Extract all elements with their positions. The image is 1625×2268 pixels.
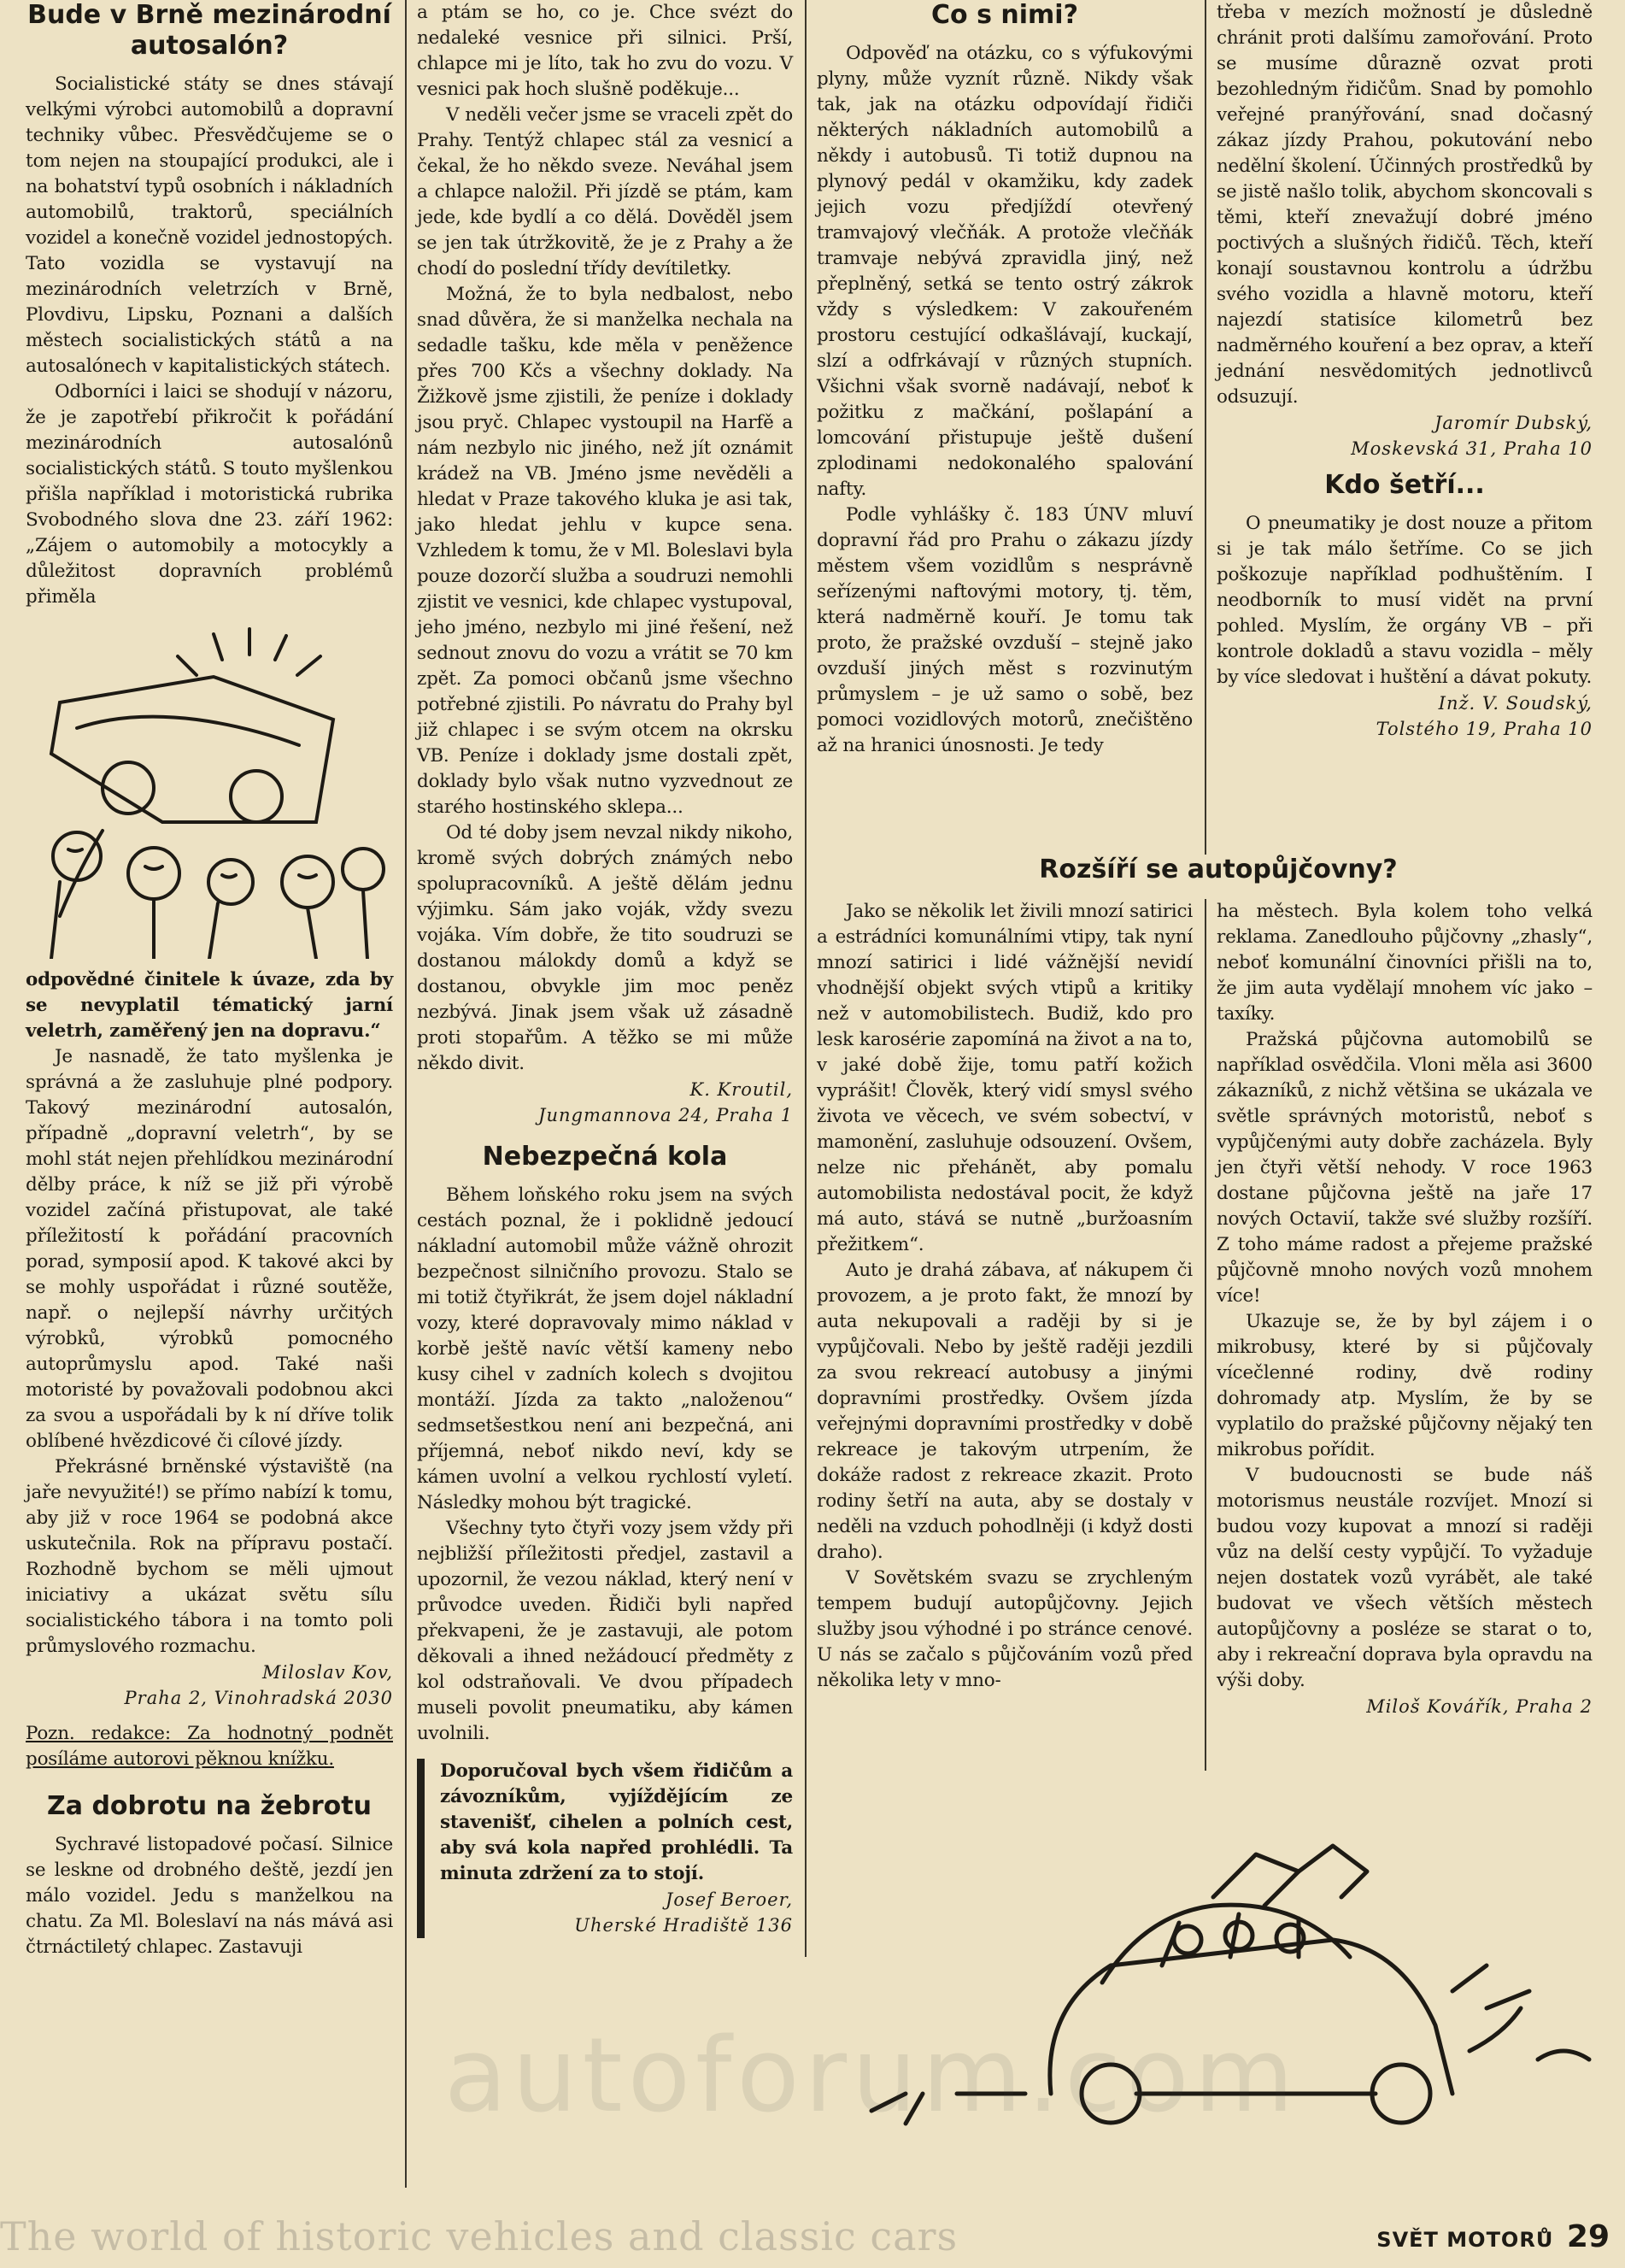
paragraph: V Sovětském svazu se zrychleným tempem budují autopůjčovny. Jejich služby jsou výhodné i po stránce cenové. U nás se začalo s půjčováním vozů před několika lety v mno- [817, 1567, 1193, 1691]
paragraph: Ukazuje se, že by byl zájem i o mikrobusy, které by si půjčovaly vícečlenné rodiny, dvě rodiny dohromady atp. Myslím, že by se vyplatilo do pražské půjčovny nějaký ten mikrobus pořídit. [1217, 1311, 1593, 1460]
paragraph: odpovědné činitele k úvaze, zda by se nevyplatil tématický jarní veletrh, zaměřený jen na dopravu.“ [26, 969, 393, 1042]
paragraph: Odpověď na otázku, co s výfukovými plyny, může vyznít různě. Nikdy však tak, jak na otázku odpovídají řidiči některých nákladních automobilů a někdy i autobusů. Ti totiž dupnou na plynový pedál v okamžiku, kdy zadek jejich vozu předjíždí otevřený tramvajový vlečňák. A protože vlečňák tramvaje nebývá zpravidla jiný, než přeplněný, setká se tento ostrý zákrok vždy s výsledkem: V zakouřeném prostoru cestující odkašlávají, kuckají, slzí a odfrkávají v různých stupních. Všichni však svorně nadávají, neboť k požitku z mačkání, pošlapání a lomcování přistupuje ještě dušení zplodinami nedokonalého spalování nafty. [817, 43, 1193, 500]
column-rule [805, 0, 807, 1957]
headline-autopujcovny: Rozšíří se autopůjčovny? [1039, 855, 1398, 884]
paragraph: O pneumatiky je dost nouze a přitom si je tak málo šetříme. Co se jich poškozuje například podhuštěním. I neodborník to musí vidět na první pohled. Myslím, že orgány VB – při kontrole dokladů a stavu vozidla – měly by více sledovat i huštění a dávat pokuty. [1217, 513, 1593, 688]
paragraph: Jako se několik let živili mnozí satirici a estrádníci komunálními vtipy, tak nyní mnozí satirici i lidé vážnější nevidí vhodnější objekt svých vtipů a kritiky než v automobilistech. Budiž, kdo pro lesk karosérie zapomíná na život a na to, v jaké době žije, tomu patří kožich vyprášit! Člověk, který vidí smysl svého života ve věcech, ve svém sobectví, v mamonění, zasluhuje odsouzení. Ovšem, nelze nic přehánět, aby pomalu automobilista nedostával pocit, že když má auto, stává se nutně „buržoasním přežitkem“. [817, 901, 1193, 1255]
column-3 [817, 0, 1193, 759]
paragraph: Překrásné brněnské výstaviště (na jaře nevyužité!) se přímo nabízí k tomu, aby již v roce 1964 se podobná akce uskutečnila. Rok na přípravu postačí. Rozhodně bychom se měli ujmout iniciativy a ukázat světu sílu socialistického tábora i na tomto poli průmyslového rozmachu. [26, 1456, 393, 1657]
headline-za-dobrotu: Za dobrotu na žebrotu [47, 1791, 372, 1821]
paragraph: Během loňského roku jsem na svých cestách poznal, že i poklidně jedoucí nákladní automobil může vážně ohrozit bezpečnost silničního provozu. Stalo se mi totiž čtyřikrát, že jsem dojel nákladní vozy, které dopravovaly mimo náklad v korbě ještě navíc větší kameny nebo kusy cihel v zadních kolech s dvojitou montáží. Jízda za takto „naloženou“ sedmsetšestkou není ani bezpečná, ani příjemná, neboť nikdo neví, kdy se kámen uvolní a velkou rychlostí vyletí. Následky mohou být tragické. [417, 1184, 793, 1513]
headline-co-s-nimi: Co s nimi? [931, 0, 1078, 30]
watermark-caption: The world of historic vehicles and classic cars [0, 2213, 959, 2259]
author-name: K. Kroutil, [689, 1079, 793, 1100]
paragraph: Možná, že to byla nedbalost, nebo snad důvěra, že si manželka nechala na sedadle tašku, kde měla v peněžence přes 700 Kčs a všechny doklady. Na Žižkově jsme zjistili, že peníze i doklady jsou pryč. Chlapec vystoupil na Harfě a nám nezbylo nic jiného, než jít oznámit krádež na VB. Jméno jsme nevěděli a hledat v Praze takového kluka je asi tak, jako hledat jehlu v kupce sena. Vzhledem k tomu, že v Ml. Boleslavi byla pouze dozorčí služba a soudruzi nemohli zjistit ve vesnici, kde chlapec vystupoval, jeho jméno, nezbylo mi jiné řešení, než sednout znovu do vozu a vrátit se 70 km zpět. Za pomoci občanů jsme všechno potřebné zjistili. Po návratu do Prahy byl již chlapec i se svým otcem na okrsku VB. Peníze i doklady jsme dostali zpět, doklady bylo však nutno vyzvednout ze starého hostinského sklepa... [417, 284, 793, 818]
headline-kdo-setri: Kdo šetří... [1324, 470, 1485, 500]
author-address: Uherské Hradiště 136 [574, 1915, 793, 1936]
paragraph: Je nasnadě, že tato myšlenka je správná a že zasluhuje plné podpory. Takový mezinárodní autosalón, případně „dopravní veletrh“, by se mohl stát nejen přehlídkou mezinárodní dělby práce, k níž se již při výrobě vozidel začíná přistupovat, ale také příležitostí k pořádání pracovních porad, symposií apod. K takové akci by se mohly uspořádat i různé soutěže, např. o nejlepší návrhy určitých výrobků, výrobků pomocného autoprůmyslu apod. Také naši motoristé by považovali podobnou akci za svou a uspořádali by k ní dříve tolik oblíbené hvězdicové či cílové jízdy. [26, 1046, 393, 1452]
cartoon-illustration-crowd [26, 626, 393, 959]
paragraph: Odborníci i laici se shodují v názoru, že je zapotřebí přikročit k pořádání mezinárodních autosalónů socialistických států. S touto myšlenkou přišla například i motoristická rubrika Svobodného slova dne 23. září 1962: „Zájem o automobily a motocykly a důležitost dopravních problémů přiměla [26, 381, 393, 608]
author-signature: Miloš Kovářík, Praha 2 [1366, 1696, 1593, 1717]
paragraph: Od té doby jsem nevzal nikdy nikoho, kromě svých dobrých známých nebo spolupracovníků. A ještě dělám jednu výjimku. Sám jako voják, vždy svezu vojáka. Vím dobře, že tito soudruzi se dostanou málokdy domů a když se dostanou, obvykle jim moc peněz nezbývá. Jinak jsem však už zásadně proti stopařům. A těžko se mi může někdo divit. [417, 822, 793, 1074]
paragraph: Všechny tyto čtyři vozy jsem vždy při nejbližší příležitosti předjel, zastavil a upozornil, že vezou náklad, který není v průvodce uveden. Řidiči byli napřed překvapeni, že je zastavuji, ale potom děkovali a ihned nežádoucí předměty z kol odstraňovali. Ve dvou případech museli povolit pneumatiku, aby kámen uvolnili. [417, 1518, 793, 1744]
author-name: Josef Beroer, [665, 1889, 793, 1910]
author-address: Moskevská 31, Praha 10 [1351, 438, 1593, 459]
watermark-logo: autoforum.com [444, 2017, 1299, 2136]
column-rule [1205, 899, 1206, 1771]
column-rule [405, 0, 407, 2188]
headline-nebezpecna-kola: Nebezpečná kola [482, 1142, 728, 1172]
paragraph: Auto je drahá zábava, ať nákupem či provozem, a je proto fakt, že mnozí by auta nekupovali a raději by si je vypůjčovali. Nebo by ještě raději jezdili za svou rekreací autobusy a jinými dopravními prostředky. Ovšem jízda veřejnými dopravními prostředky v době rekreace je takovým utrpením, že dokáže radost z rekreace zkazit. Proto rodiny šetří na auta, aby se dostaly v neděli na vzduch pohodlněji (i když dosti draho). [817, 1260, 1193, 1563]
editor-note: Pozn. redakce: Za hodnotný podnět posíláme autorovi pěknou knížku. [26, 1723, 393, 1770]
highlight-box [417, 1759, 793, 1938]
magazine-name: SVĚT MOTORŮ [1376, 2228, 1554, 2252]
author-name: Jaromír Dubský, [1434, 413, 1593, 433]
paragraph: Podle vyhlášky č. 183 ÚNV mluví dopravní řád pro Prahu o zákazu jízdy městem všem vozidlům s nesprávně seřízenými naftovými motory, tj. těm, která nadměrně kouří. Je tomu tak proto, že pražské ovzduší – stejně jako ovzduší jiných měst s rozvinutým průmyslem – je už samo o sobě, bez pomoci vozidlových motorů, znečištěno až na hranici únosnosti. Je tedy [817, 504, 1193, 756]
author-address: Jungmannova 24, Praha 1 [538, 1105, 793, 1125]
paragraph: Sychravé listopadové počasí. Silnice se leskne od drobného deště, jezdí jen málo vozidel. Jedu s manželkou na chatu. Za Ml. Boleslaví na nás mává asi čtrnáctiletý chlapec. Zastavuji [26, 1834, 393, 1958]
paragraph: třeba v mezích možností je důsledně chránit proti dalšímu zamořování. Proto se musíme důrazně ozvat proti bezohledným řidičům. Snad by pomohlo veřejné pranýřování, snad dočasný zákaz jízdy Prahou, pokutování nebo nedělní školení. Účinných prostředků by se jistě našlo tolik, abychom skoncovali s těmi, kteří znevažují dobré jméno poctivých a slušných řidičů. Těch, kteří konají soustavnou kontrolu a údržbu svého vozidla a hlavně motoru, kteří najezdí statisíce kilometrů bez nadměrného kouření a bez oprav, a kteří jednání nesvědomitých jednotlivců odsuzují. [1217, 2, 1593, 408]
column-2 [417, 0, 793, 1938]
paragraph: ha městech. Byla kolem toho velká reklama. Zanedlouho půjčovny „zhasly“, neboť komunální činovníci přišli na to, že jim auta vydělají mnohem víc jako – taxíky. [1217, 901, 1593, 1025]
headline-autosalon: Bude v Brně mezinárodní autosalón? [27, 0, 391, 61]
paragraph: V budoucnosti se bude náš motorismus neustále rozvíjet. Mnozí si budou vozy kupovat a mnozí si raději vůz na delší cesty vypůjčí. To vyžaduje nejen dostatek vozů vyrábět, ale také budovat ve všech větších městech autopůjčovny a posléze se starat o to, aby i rekreační doprava byla opravdu na výši doby. [1217, 1465, 1593, 1691]
author-name: Miloslav Kov, [262, 1662, 393, 1683]
paragraph: a ptám se ho, co je. Chce svézt do nedaleké vesnice při silnici. Prší, chlapce mi je líto, tak ho zvu do vozu. V vesnici pak hoch slušně poděkuje... [417, 2, 793, 100]
author-address: Praha 2, Vinohradská 2030 [124, 1688, 393, 1708]
highlight-text: Doporučoval bych všem řidičům a závozníkům, vyjíždějícím ze stavenišť, cihelen a polních cest, aby svá kola napřed prohlédli. Ta minuta zdržení za to stojí. [440, 1760, 793, 1884]
column-5 [817, 899, 1193, 1694]
column-4 [1217, 0, 1593, 742]
paragraph: Socialistické státy se dnes stávají velkými výrobci automobilů a dopravní techniky vůbec. Přesvědčujeme se o tom nejen na stoupající produkci, ale i na bohatství typů osobních i nákladních automobilů, traktorů, speciálních vozidel a konečně vozidel jednostopých. Tato vozidla se vystavují na mezinárodních veletrzích v Brně, Plovdivu, Lipsku, Poznani a dalších městech socialistických států a na autosalónech v kapitalistických státech. [26, 73, 393, 377]
author-name: Inž. V. Soudský, [1438, 693, 1593, 714]
paragraph: V neděli večer jsme se vraceli zpět do Prahy. Tentýž chlapec stál za vesnicí a čekal, že ho někdo sveze. Neváhal jsem a chlapce naložil. Při jízdě se ptám, kam jede, kde bydlí a co dělá. Dověděl jsem se jen tak útržkovitě, že je z Prahy a že chodí do poslední třídy devítiletky. [417, 104, 793, 279]
column-1 [26, 0, 393, 1960]
column-6 [1217, 899, 1593, 1719]
author-address: Tolstého 19, Praha 10 [1376, 719, 1593, 739]
article-autopujcovny [817, 855, 1620, 896]
paragraph: Pražská půjčovna automobilů se například osvědčila. Vloni měla asi 3600 zákazníků, z nichž většina se ukázala ve světle správných motoristů, neboť s vypůjčenými auty dobře zacházela. Byly jen čtyři větší nehody. V roce 1963 dostane půjčovna ještě na jaře 17 nových Octavií, takže své služby rozšíří. Z toho máme radost a přejeme pražské půjčovně mnoho nových vozů mnohem více! [1217, 1029, 1593, 1307]
page-folio [1376, 2219, 1610, 2254]
page-number: 29 [1566, 2219, 1610, 2254]
column-rule [1205, 0, 1206, 855]
